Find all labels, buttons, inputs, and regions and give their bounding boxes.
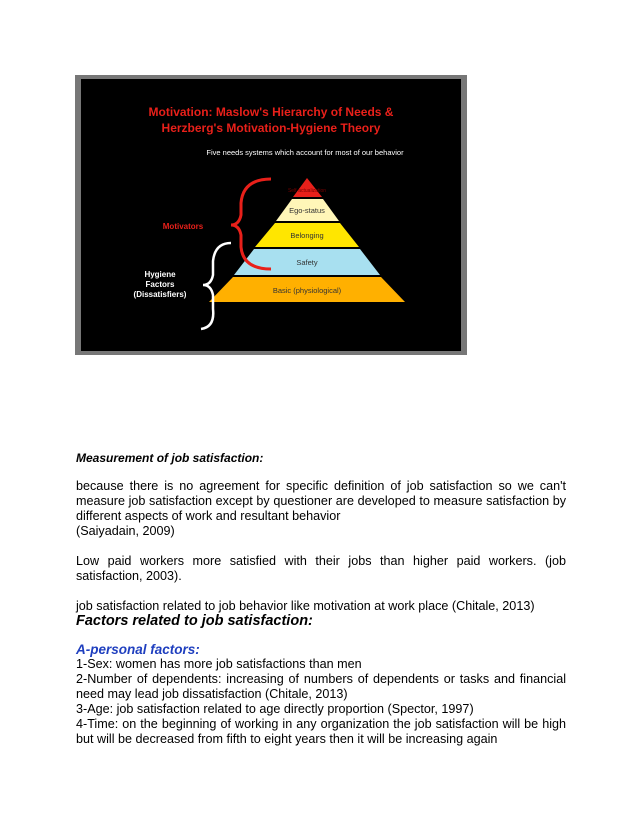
level-label-basic: Basic (physiological): [272, 286, 342, 295]
figure-title-line2: Herzberg's Motivation-Hygiene Theory: [161, 121, 381, 135]
maslow-herzberg-figure: [75, 75, 467, 355]
motivators-label: Motivators: [162, 222, 204, 231]
measurement-section: [76, 451, 566, 614]
measurement-paragraph-2: Low paid workers more satisfied with their jobs than higher paid workers. (job satisfaction, 2003).: [76, 554, 566, 583]
measurement-heading: Measurement of job satisfaction:: [76, 451, 264, 465]
measurement-citation: (Saiyadain, 2009): [76, 524, 175, 538]
personal-factors-heading: A-personal factors:: [76, 642, 200, 657]
level-label-belonging: Belonging: [290, 231, 324, 240]
measurement-paragraph-1: because there is no agreement for specific definition of job satisfaction so we can't measure job satisfaction except by questioner are developed to measure satisfaction by different aspects of work and resultant behavior: [76, 479, 566, 523]
factor-item: 1-Sex: women has more job satisfactions than men: [76, 657, 362, 671]
figure-canvas: [81, 79, 461, 351]
hygiene-label-line2: Factors: [145, 280, 175, 289]
factors-section: [76, 614, 566, 747]
level-label-self-actualization: Self-actualization: [287, 188, 327, 194]
factor-item: 2-Number of dependents: increasing of numbers of dependents or tasks and financial need may lead job dissatisfaction (Chitale, 2013): [76, 672, 566, 701]
factor-item: 3-Age: job satisfaction related to age directly proportion (Spector, 1997): [76, 702, 474, 716]
pyramid-diagram: [81, 79, 461, 351]
factor-item: 4-Time: on the beginning of working in any organization the job satisfaction will be high but will be decreased from fifth to eight years then it will be increasing again: [76, 717, 566, 746]
level-label-ego-status: Ego-status: [289, 206, 325, 215]
hygiene-label-line3: (Dissatisfiers): [133, 290, 187, 299]
hygiene-label-line1: Hygiene: [144, 270, 176, 279]
factors-heading: Factors related to job satisfaction:: [76, 613, 313, 629]
figure-title-line1: Motivation: Maslow's Hierarchy of Needs &: [148, 105, 394, 119]
level-label-safety: Safety: [296, 258, 318, 267]
measurement-paragraph-3: job satisfaction related to job behavior like motivation at work place (Chitale, 2013): [76, 599, 535, 613]
figure-subtitle: Five needs systems which account for most of our behavior: [206, 148, 404, 157]
